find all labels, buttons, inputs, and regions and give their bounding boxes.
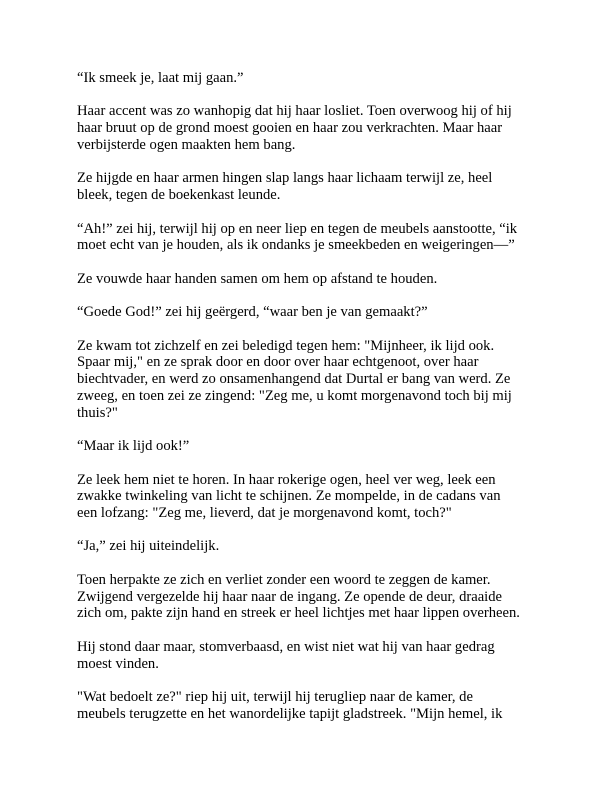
paragraph-11 — [77, 572, 547, 622]
text-line: zwakke twinkeling van licht te schijnen. Ze mompelde, in de cadans van — [77, 488, 501, 505]
text-line: meubels terugzette en het wanordelijke tapijt gladstreek. "Mijn hemel, ik — [77, 705, 503, 722]
paragraph-3 — [77, 170, 547, 204]
text-line: Ze leek hem niet te horen. In haar rokerige ogen, heel ver weg, leek een — [77, 471, 496, 488]
text-line: Ze vouwde haar handen samen om hem op afstand te houden. — [77, 270, 438, 287]
text-line: biechtvader, en werd zo onsamenhangend dat Durtal er bang van werd. Ze — [77, 371, 511, 388]
text-line: "Wat bedoelt ze?" riep hij uit, terwijl hij terugliep naar de kamer, de — [77, 689, 473, 706]
paragraph-4 — [77, 221, 547, 255]
paragraph-2 — [77, 103, 547, 153]
text-line: “Ik smeek je, laat mij gaan.” — [77, 70, 244, 86]
text-line: thuis?" — [77, 404, 118, 421]
paragraph-9 — [77, 472, 547, 522]
paragraph-7 — [77, 338, 547, 422]
paragraph-12 — [77, 639, 547, 673]
paragraph-8 — [77, 438, 547, 455]
text-line: zweeg, en toen zei ze zingend: "Zeg me, u komt morgenavond toch bij mij — [77, 387, 512, 404]
text-line: “Ja,” zei hij uiteindelijk. — [77, 538, 220, 555]
text-line: zich om, pakte zijn hand en streek er heel lichtjes met haar lippen overheen. — [77, 605, 520, 622]
text-line: “Goede God!” zei hij geërgerd, “waar ben je van gemaakt?” — [77, 304, 428, 321]
text-line: Ze kwam tot zichzelf en zei beledigd tegen hem: "Mijnheer, ik lijd ook. — [77, 337, 495, 354]
text-line: moest vinden. — [77, 655, 159, 672]
paragraph-10 — [77, 538, 547, 555]
text-line: Toen herpakte ze zich en verliet zonder een woord te zeggen de kamer. — [77, 571, 491, 588]
text-line: Spaar mij," en ze sprak door en door over haar echtgenoot, over haar — [77, 354, 479, 371]
text-line: een lofzang: "Zeg me, lieverd, dat je morgenavond komt, toch?" — [77, 505, 452, 522]
text-line: Hij stond daar maar, stomverbaasd, en wist niet wat hij van haar gedrag — [77, 638, 495, 655]
text-line: “Maar ik lijd ook!” — [77, 438, 190, 455]
text-line: “Ah!” zei hij, terwijl hij op en neer liep en tegen de meubels aanstootte, “ik — [77, 220, 518, 237]
text-line: Haar accent was zo wanhopig dat hij haar losliet. Toen overwoog hij of hij — [77, 103, 512, 120]
paragraph-1 — [77, 70, 547, 87]
paragraph-5 — [77, 271, 547, 288]
text-line: bleek, tegen de boekenkast leunde. — [77, 187, 281, 204]
text-line: moet echt van je houden, als ik ondanks je smeekbeden en weigeringen—” — [77, 237, 515, 254]
body-text — [77, 70, 547, 739]
paragraph-13 — [77, 689, 547, 723]
text-line: verbijsterde ogen maakten hem bang. — [77, 136, 296, 153]
text-line: haar bruut op de grond moest gooien en haar zou verkrachten. Maar haar — [77, 120, 503, 137]
text-line: Zwijgend vergezelde hij haar naar de ingang. Ze opende de deur, draaide — [77, 588, 503, 605]
paragraph-6 — [77, 304, 547, 321]
text-line: Ze hijgde en haar armen hingen slap langs haar lichaam terwijl ze, heel — [77, 170, 493, 187]
